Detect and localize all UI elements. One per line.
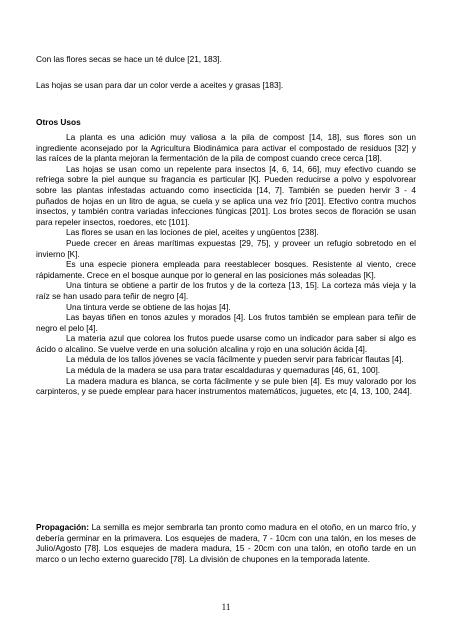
propagacion-text: La semilla es mejor sembrarla tan pronto como madura en el otoño, en un marco frío, y debería germinar en la primavera. Los esquejes de madera, 7 - 10cm con una talón, en los meses de Julio/Agosto [78]. Los esquejes de madera madura, 15 - 20cm con una talón, en otoño tarde en un marco o un lecho externo guarecido [78]. La división de chupones en la temporada latente. <box>36 522 416 564</box>
paragraph-te-dulce: Con las flores secas se hace un té dulce [21, 183]. <box>36 54 222 64</box>
propagacion-label: Propagación: <box>36 522 90 532</box>
usos-paragraph: La materia azul que colorea los frutos puede usarse como un indicador para saber si algo es ácido o alcalino. Se vuelve verde en una solución alcalina y rojo en una solución ácida [4]. <box>36 333 416 354</box>
usos-paragraph: Las flores se usan en las lociones de piel, aceites y ungüentos [238]. <box>66 227 319 238</box>
usos-paragraph: La madera madura es blanca, se corta fácilmente y se pule bien [4]. Es muy valorado por los carpinteros, y se puede emplear para hacer instrumentos matemáticos, juguetes, etc [4, 13, 100, 244]. <box>36 375 416 397</box>
paragraph-hojas-color: Las hojas se usan para dar un color verde a aceites y grasas [183]. <box>36 80 284 90</box>
usos-paragraph: Las hojas se usan como un repelente para insectos [4, 6, 14, 66], muy efectivo cuando se refriega sobre la piel aunque su fragancia es particular [K]. Pueden reducirse a polvo y espolvorear sobre las plantas infestadas actuando como insecticida [14, 7]. También se pueden hervir 3 - 4 puñados de hojas en un litro de agua, se cuela y se aplica una vez frío [201]. Efectivo contra muchos insectos, y también contra variadas infecciones fúngicas [201]. Los brotes secos de floración se usan para repeler insectos, roedores, etc [101]. <box>36 163 416 227</box>
usos-paragraph: Puede crecer en áreas marítimas expuestas [29, 75], y proveer un refugio sobretodo en el invierno [K]. <box>36 237 416 259</box>
otros-usos-section <box>36 132 416 397</box>
page-number: 11 <box>221 602 231 612</box>
usos-paragraph: Una tintura verde se obtiene de las hojas [4]. <box>66 301 231 312</box>
usos-paragraph: La planta es una adición muy valiosa a la pila de compost [14, 18], sus flores son un ingrediente aconsejado por la Agricultura Biodinámica para activar el compostado de residuos [32] y las raíces de la planta mejoran la fermentación de la pila de compost cuando crece cerca [18]. <box>36 132 416 164</box>
usos-paragraph: La médula de la madera se usa para tratar escaldaduras y quemaduras [46, 61, 100]. <box>66 365 381 376</box>
usos-paragraph: Una tintura se obtiene a partir de los frutos y de la corteza [13, 15]. La corteza más vieja y la raíz se han usado para teñir de negro [4]. <box>36 280 416 301</box>
usos-paragraph: Las bayas tiñen en tonos azules y morados [4]. Los frutos también se emplean para teñir de negro el pelo [4]. <box>36 312 416 333</box>
usos-paragraph: La médula de los tallos jóvenes se vacía fácilmente y pueden servir para fabricar flautas [4]. <box>66 354 404 365</box>
section-heading-otros-usos: Otros Usos <box>36 117 81 127</box>
propagacion-paragraph <box>36 522 416 564</box>
usos-paragraph: Es una especie pionera empleada para reestablecer bosques. Resistente al viento, crece rápidamente. Crece en el bosque aunque por lo general en las posiciones más soleadas [K]. <box>36 259 416 280</box>
